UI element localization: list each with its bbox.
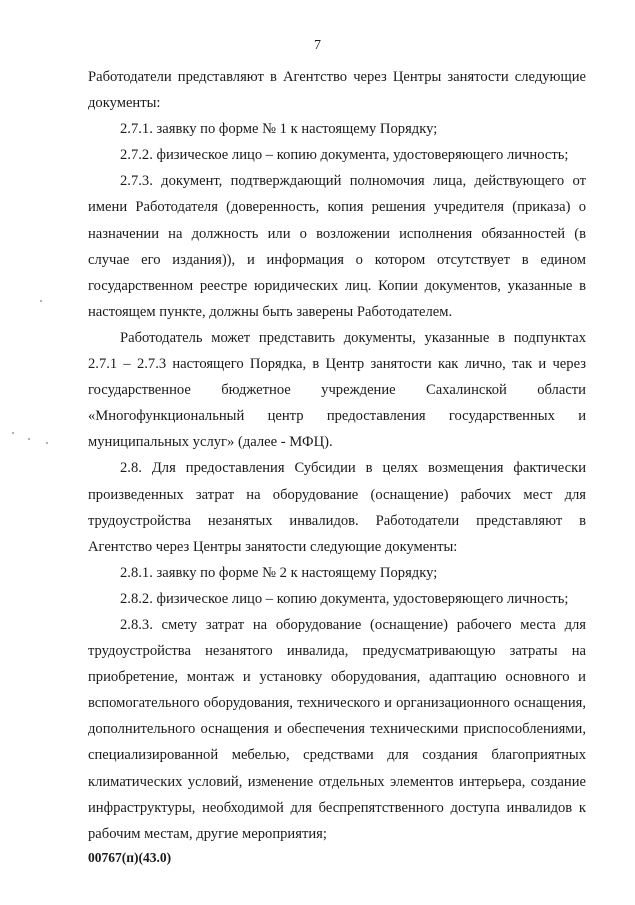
scan-speck: [28, 438, 30, 440]
paragraph-intro: Работодатели представляют в Агентство через Центры занятости следующие документы:: [88, 69, 586, 112]
paragraph-2-7-1: 2.7.1. заявку по форме № 1 к настоящему Порядку;: [120, 121, 438, 138]
scan-speck: [40, 300, 42, 302]
paragraph-2-8-1: 2.8.1. заявку по форме № 2 к настоящему Порядку;: [120, 564, 438, 581]
paragraph-2-8-3: 2.8.3. смету затрат на оборудование (оснащение) рабочего места для трудоустройства незанятого инвалида, предусматривающую затраты на приобретение, монтаж и установку оборудования, адаптацию основного и вспомогательного оборудования, технического и организационного оснащения, дополнительного оснащения и обеспечения техническими приспособлениями, специализированной мебелью, средствами для создания благоприятных климатических условий, изменение отдельных элементов интерьера, создание инфраструктуры, необходимой для беспрепятственного доступа инвалидов к рабочим местам, другие мероприятия;: [88, 616, 586, 842]
paragraph-2-8-2: 2.8.2. физическое лицо – копию документа, удостоверяющего личность;: [120, 590, 569, 607]
paragraph-submission: Работодатель может представить документы, указанные в подпунктах 2.7.1 – 2.7.3 настоящего Порядка, в Центр занятости как лично, так и через государственное бюджетное учреждение Сахалинской области «Многофункциональный центр предоставления государственных и муниципальных услуг» (далее - МФЦ).: [88, 329, 586, 451]
scan-speck: [12, 432, 14, 434]
document-body: [88, 64, 586, 847]
paragraph-2-7-2: 2.7.2. физическое лицо – копию документа, удостоверяющего личность;: [120, 147, 569, 164]
page-number: 7: [314, 38, 321, 53]
paragraph-2-8: 2.8. Для предоставления Субсидии в целях возмещения фактически произведенных затрат на оборудование (оснащение) рабочих мест для трудоустройства незанятых инвалидов. Работодатели представляют в Агентство через Центры занятости следующие документы:: [88, 460, 586, 555]
paragraph-2-7-3: 2.7.3. документ, подтверждающий полномочия лица, действующего от имени Работодателя (доверенность, копия решения учредителя (приказа) о назначении на должность или о возложении исполнения обязанностей (в случае его издания)), и информация о котором отсутствует в едином государственном реестре юридических лиц. Копии документов, указанные в настоящем пункте, должны быть заверены Работодателем.: [88, 173, 586, 320]
scan-speck: [46, 442, 48, 444]
document-code: 00767(п)(43.0): [88, 850, 172, 865]
